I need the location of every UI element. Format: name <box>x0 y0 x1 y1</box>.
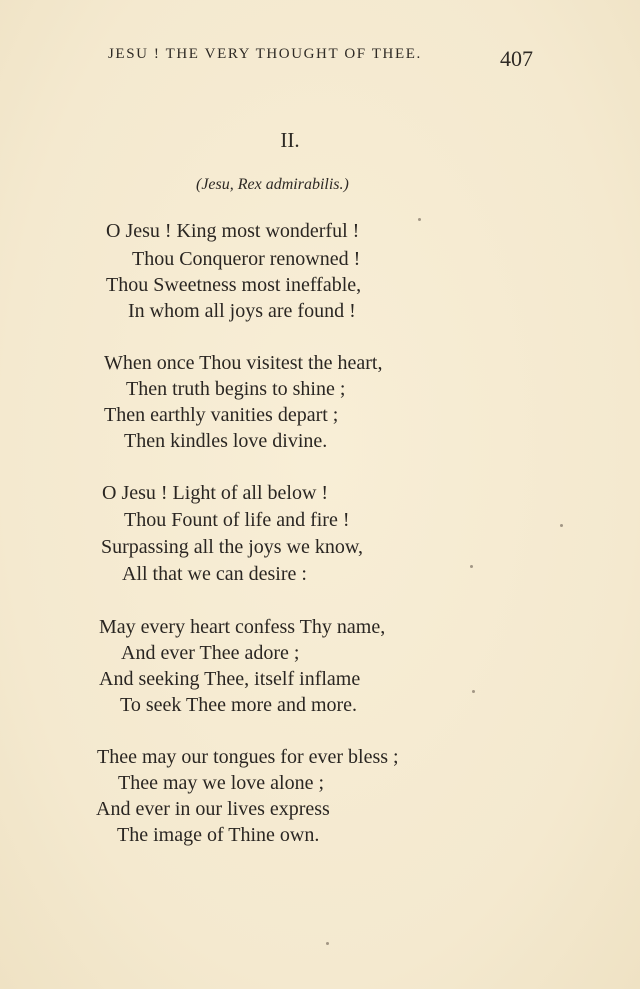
verse-line: Thou Sweetness most ineffable, <box>106 274 362 296</box>
verse-line: O Jesu ! King most wonderful ! <box>106 220 360 242</box>
verse-line: And ever Thee adore ; <box>121 642 300 664</box>
verse-line: To seek Thee more and more. <box>120 694 358 716</box>
verse-line: And ever in our lives express <box>96 798 330 820</box>
paper-speck <box>418 218 421 221</box>
verse-line: Then truth begins to shine ; <box>126 378 346 400</box>
verse-line: Thee may our tongues for ever bless ; <box>97 746 399 768</box>
paper-speck <box>472 690 475 693</box>
running-head: JESU ! THE VERY THOUGHT OF THEE. <box>108 46 422 62</box>
hymn-subtitle: (Jesu, Rex admirabilis.) <box>196 176 349 193</box>
verse-line: Thee may we love alone ; <box>118 772 325 794</box>
verse-line: Thou Fount of life and fire ! <box>124 509 350 531</box>
verse-line: Then kindles love divine. <box>124 430 328 452</box>
verse-line: Thou Conqueror renowned ! <box>132 248 361 270</box>
verse-line: And seeking Thee, itself inflame <box>99 668 361 690</box>
verse-line: Then earthly vanities depart ; <box>104 404 339 426</box>
paper-speck <box>470 565 473 568</box>
verse-line: In whom all joys are found ! <box>128 300 356 322</box>
section-number: II. <box>280 128 300 152</box>
paper-speck <box>560 524 563 527</box>
verse-line: Surpassing all the joys we know, <box>101 536 364 558</box>
page-number: 407 <box>500 46 533 71</box>
verse-line: All that we can desire : <box>122 563 307 585</box>
paper-speck <box>326 942 329 945</box>
verse-line: O Jesu ! Light of all below ! <box>102 482 329 504</box>
verse-line: The image of Thine own. <box>117 824 320 846</box>
verse-line: When once Thou visitest the heart, <box>104 352 383 374</box>
verse-line: May every heart confess Thy name, <box>99 616 386 638</box>
